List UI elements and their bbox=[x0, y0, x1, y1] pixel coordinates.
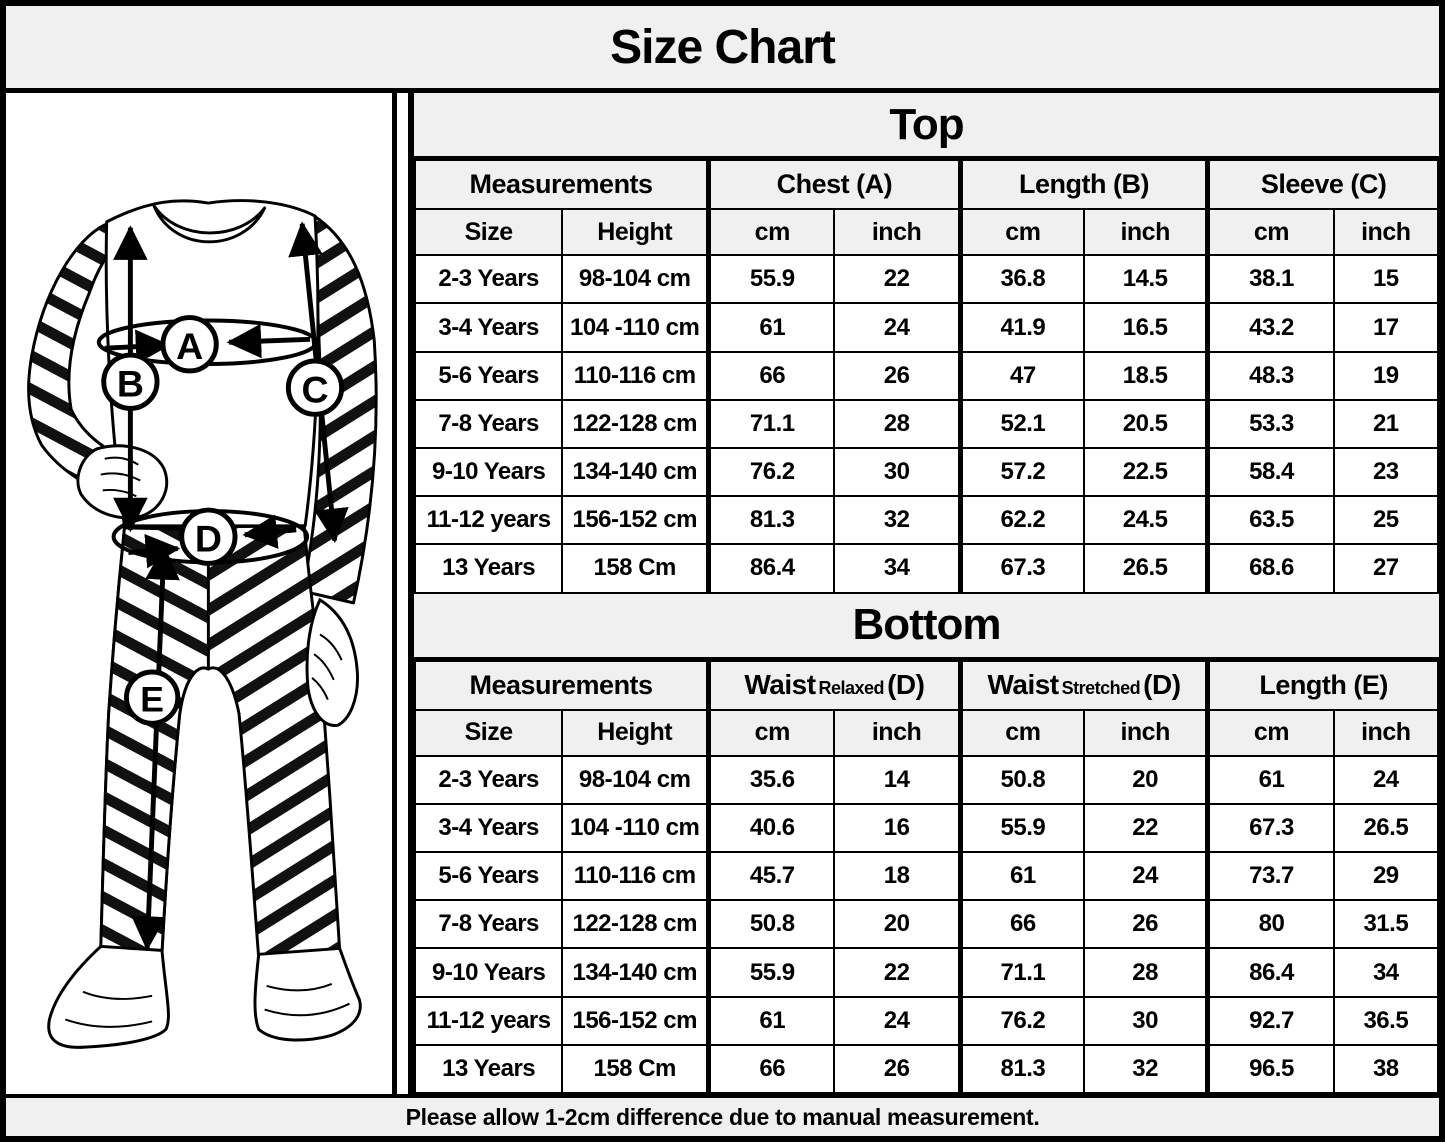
measurement-value-cell: 67.3 bbox=[1208, 804, 1334, 852]
measurement-value-cell: 24 bbox=[834, 997, 960, 1045]
column-header: cm bbox=[1208, 209, 1334, 255]
measurement-value-cell: 28 bbox=[1084, 948, 1208, 996]
size-cell: 2-3 Years bbox=[415, 255, 562, 303]
height-cell: 104 -110 cm bbox=[562, 303, 708, 351]
top-size-section bbox=[414, 93, 1439, 594]
column-header: inch bbox=[1334, 710, 1438, 756]
column-header-row bbox=[415, 209, 1438, 255]
group-header-part: Relaxed bbox=[818, 678, 885, 699]
pajama-figure-illustration bbox=[6, 93, 392, 1094]
size-cell: 7-8 Years bbox=[415, 400, 562, 448]
measurement-value-cell: 20.5 bbox=[1084, 400, 1208, 448]
group-header-part: (D) bbox=[887, 669, 925, 701]
measurement-value-cell: 67.3 bbox=[960, 544, 1084, 592]
measurement-value-cell: 52.1 bbox=[960, 400, 1084, 448]
measurement-value-cell: 92.7 bbox=[1208, 997, 1334, 1045]
measurement-value-cell: 18.5 bbox=[1084, 352, 1208, 400]
size-cell: 2-3 Years bbox=[415, 756, 562, 804]
measurement-value-cell: 71.1 bbox=[709, 400, 835, 448]
size-cell: 13 Years bbox=[415, 1045, 562, 1093]
measurement-value-cell: 36.8 bbox=[960, 255, 1084, 303]
size-cell: 5-6 Years bbox=[415, 352, 562, 400]
measurement-value-cell: 16.5 bbox=[1084, 303, 1208, 351]
measurement-value-cell: 96.5 bbox=[1208, 1045, 1334, 1093]
table-row bbox=[415, 900, 1438, 948]
measurement-value-cell: 66 bbox=[709, 352, 835, 400]
measurement-value-cell: 28 bbox=[834, 400, 960, 448]
point-badge-e bbox=[126, 672, 177, 723]
group-header-part: Stretched bbox=[1061, 678, 1141, 699]
point-label-c: C bbox=[301, 368, 329, 411]
point-badge-c bbox=[288, 361, 341, 414]
measurement-value-cell: 38.1 bbox=[1208, 255, 1334, 303]
measurement-value-cell: 25 bbox=[1334, 496, 1438, 544]
right-foot bbox=[255, 948, 360, 1040]
measurement-value-cell: 68.6 bbox=[1208, 544, 1334, 592]
column-group-header: Length (B) bbox=[960, 160, 1208, 209]
height-cell: 122-128 cm bbox=[562, 400, 708, 448]
measurement-value-cell: 31.5 bbox=[1334, 900, 1438, 948]
measurement-value-cell: 24.5 bbox=[1084, 496, 1208, 544]
measurement-value-cell: 21 bbox=[1334, 400, 1438, 448]
group-header-part: (D) bbox=[1143, 669, 1181, 701]
point-badge-a bbox=[163, 318, 216, 371]
point-badge-d bbox=[182, 510, 235, 563]
panel-divider bbox=[397, 93, 408, 1094]
tables-panel bbox=[408, 93, 1439, 1094]
bottom-size-section bbox=[414, 594, 1439, 1095]
page-title: Size Chart bbox=[6, 6, 1439, 93]
column-header: cm bbox=[960, 710, 1084, 756]
measurement-value-cell: 76.2 bbox=[709, 448, 835, 496]
measurement-value-cell: 27 bbox=[1334, 544, 1438, 592]
measurement-value-cell: 48.3 bbox=[1208, 352, 1334, 400]
section-title-top: Top bbox=[414, 93, 1439, 159]
column-group-header bbox=[709, 661, 961, 710]
measurement-value-cell: 80 bbox=[1208, 900, 1334, 948]
measurement-value-cell: 73.7 bbox=[1208, 852, 1334, 900]
measurement-value-cell: 32 bbox=[834, 496, 960, 544]
height-cell: 156-152 cm bbox=[562, 997, 708, 1045]
column-header: Size bbox=[415, 710, 562, 756]
measurement-value-cell: 22 bbox=[834, 255, 960, 303]
point-label-e: E bbox=[140, 679, 164, 720]
group-header-part: Waist bbox=[744, 669, 816, 701]
height-cell: 134-140 cm bbox=[562, 448, 708, 496]
size-cell: 5-6 Years bbox=[415, 852, 562, 900]
column-header: inch bbox=[1084, 209, 1208, 255]
measurement-value-cell: 62.2 bbox=[960, 496, 1084, 544]
measurement-value-cell: 81.3 bbox=[709, 496, 835, 544]
measurement-value-cell: 47 bbox=[960, 352, 1084, 400]
size-cell: 3-4 Years bbox=[415, 804, 562, 852]
size-cell: 9-10 Years bbox=[415, 448, 562, 496]
measurement-value-cell: 55.9 bbox=[960, 804, 1084, 852]
measurement-value-cell: 32 bbox=[1084, 1045, 1208, 1093]
size-cell: 3-4 Years bbox=[415, 303, 562, 351]
size-cell: 7-8 Years bbox=[415, 900, 562, 948]
measurement-value-cell: 36.5 bbox=[1334, 997, 1438, 1045]
table-row bbox=[415, 852, 1438, 900]
measurement-value-cell: 15 bbox=[1334, 255, 1438, 303]
measurement-value-cell: 26 bbox=[834, 1045, 960, 1093]
measurement-value-cell: 18 bbox=[834, 852, 960, 900]
measurement-value-cell: 58.4 bbox=[1208, 448, 1334, 496]
height-cell: 158 Cm bbox=[562, 544, 708, 592]
measurement-value-cell: 76.2 bbox=[960, 997, 1084, 1045]
measurement-value-cell: 22.5 bbox=[1084, 448, 1208, 496]
measurement-value-cell: 24 bbox=[1334, 756, 1438, 804]
column-group-header: Chest (A) bbox=[709, 160, 961, 209]
chest-arrow-right bbox=[229, 339, 310, 342]
size-cell: 13 Years bbox=[415, 544, 562, 592]
column-group-header: Measurements bbox=[415, 160, 709, 209]
left-hand bbox=[78, 446, 167, 518]
top-size-table bbox=[414, 159, 1439, 594]
measurement-value-cell: 34 bbox=[1334, 948, 1438, 996]
measurement-value-cell: 38 bbox=[1334, 1045, 1438, 1093]
measurement-value-cell: 61 bbox=[709, 997, 835, 1045]
column-header: inch bbox=[1334, 209, 1438, 255]
measurement-value-cell: 26 bbox=[1084, 900, 1208, 948]
section-title-bottom: Bottom bbox=[414, 594, 1439, 660]
measurement-value-cell: 20 bbox=[1084, 756, 1208, 804]
group-header-part: Waist bbox=[987, 669, 1059, 701]
measurement-value-cell: 26.5 bbox=[1084, 544, 1208, 592]
table-row bbox=[415, 400, 1438, 448]
measurement-value-cell: 20 bbox=[834, 900, 960, 948]
measurement-value-cell: 66 bbox=[960, 900, 1084, 948]
measurement-value-cell: 30 bbox=[1084, 997, 1208, 1045]
measurement-value-cell: 26 bbox=[834, 352, 960, 400]
measurement-value-cell: 66 bbox=[709, 1045, 835, 1093]
measurement-value-cell: 81.3 bbox=[960, 1045, 1084, 1093]
measurement-value-cell: 22 bbox=[1084, 804, 1208, 852]
measurement-value-cell: 45.7 bbox=[709, 852, 835, 900]
height-cell: 158 Cm bbox=[562, 1045, 708, 1093]
table-row bbox=[415, 804, 1438, 852]
measurement-value-cell: 14 bbox=[834, 756, 960, 804]
size-cell: 9-10 Years bbox=[415, 948, 562, 996]
measurement-value-cell: 17 bbox=[1334, 303, 1438, 351]
bottom-size-table bbox=[414, 660, 1439, 1095]
measurement-value-cell: 61 bbox=[709, 303, 835, 351]
measurement-value-cell: 55.9 bbox=[709, 255, 835, 303]
group-header-row bbox=[415, 160, 1438, 209]
measurement-value-cell: 22 bbox=[834, 948, 960, 996]
measurement-diagram-panel bbox=[6, 93, 397, 1094]
measurement-value-cell: 26.5 bbox=[1334, 804, 1438, 852]
point-label-a: A bbox=[176, 325, 204, 368]
column-group-header: Sleeve (C) bbox=[1208, 160, 1438, 209]
column-group-header bbox=[960, 661, 1208, 710]
table-row bbox=[415, 756, 1438, 804]
column-header: Height bbox=[562, 710, 708, 756]
column-header: cm bbox=[1208, 710, 1334, 756]
measurement-value-cell: 86.4 bbox=[709, 544, 835, 592]
column-header: inch bbox=[1084, 710, 1208, 756]
measurement-value-cell: 24 bbox=[1084, 852, 1208, 900]
table-row bbox=[415, 303, 1438, 351]
height-cell: 98-104 cm bbox=[562, 255, 708, 303]
point-label-d: D bbox=[194, 517, 222, 560]
measurement-value-cell: 24 bbox=[834, 303, 960, 351]
size-cell: 11-12 years bbox=[415, 997, 562, 1045]
footer-note: Please allow 1-2cm difference due to manual measurement. bbox=[6, 1094, 1439, 1136]
measurement-value-cell: 50.8 bbox=[960, 756, 1084, 804]
measurement-value-cell: 61 bbox=[1208, 756, 1334, 804]
measurement-value-cell: 14.5 bbox=[1084, 255, 1208, 303]
measurement-value-cell: 40.6 bbox=[709, 804, 835, 852]
measurement-value-cell: 50.8 bbox=[709, 900, 835, 948]
measurement-value-cell: 35.6 bbox=[709, 756, 835, 804]
content-area bbox=[6, 93, 1439, 1094]
height-cell: 122-128 cm bbox=[562, 900, 708, 948]
measurement-value-cell: 71.1 bbox=[960, 948, 1084, 996]
measurement-value-cell: 61 bbox=[960, 852, 1084, 900]
height-cell: 134-140 cm bbox=[562, 948, 708, 996]
measurement-value-cell: 19 bbox=[1334, 352, 1438, 400]
column-group-header: Length (E) bbox=[1208, 661, 1438, 710]
table-row bbox=[415, 255, 1438, 303]
chest-arrow-left bbox=[105, 345, 168, 348]
column-header-row bbox=[415, 710, 1438, 756]
measurement-value-cell: 30 bbox=[834, 448, 960, 496]
table-row bbox=[415, 997, 1438, 1045]
table-row bbox=[415, 948, 1438, 996]
height-cell: 104 -110 cm bbox=[562, 804, 708, 852]
column-header: cm bbox=[709, 710, 835, 756]
column-group-header: Measurements bbox=[415, 661, 709, 710]
group-header-row bbox=[415, 661, 1438, 710]
table-row bbox=[415, 1045, 1438, 1093]
height-cell: 110-116 cm bbox=[562, 352, 708, 400]
column-header: Height bbox=[562, 209, 708, 255]
measurement-value-cell: 43.2 bbox=[1208, 303, 1334, 351]
table-row bbox=[415, 496, 1438, 544]
column-header: Size bbox=[415, 209, 562, 255]
column-header: inch bbox=[834, 710, 960, 756]
measurement-value-cell: 57.2 bbox=[960, 448, 1084, 496]
table-row bbox=[415, 352, 1438, 400]
measurement-value-cell: 63.5 bbox=[1208, 496, 1334, 544]
height-cell: 110-116 cm bbox=[562, 852, 708, 900]
measurement-value-cell: 41.9 bbox=[960, 303, 1084, 351]
table-row bbox=[415, 544, 1438, 592]
measurement-value-cell: 29 bbox=[1334, 852, 1438, 900]
right-hand bbox=[307, 600, 358, 726]
point-label-b: B bbox=[116, 362, 144, 405]
point-badge-b bbox=[104, 355, 157, 408]
measurement-value-cell: 23 bbox=[1334, 448, 1438, 496]
column-header: cm bbox=[960, 209, 1084, 255]
column-header: inch bbox=[834, 209, 960, 255]
measurement-value-cell: 86.4 bbox=[1208, 948, 1334, 996]
measurement-value-cell: 34 bbox=[834, 544, 960, 592]
column-header: cm bbox=[709, 209, 835, 255]
measurement-value-cell: 53.3 bbox=[1208, 400, 1334, 448]
height-cell: 156-152 cm bbox=[562, 496, 708, 544]
size-cell: 11-12 years bbox=[415, 496, 562, 544]
measurement-value-cell: 55.9 bbox=[709, 948, 835, 996]
table-row bbox=[415, 448, 1438, 496]
height-cell: 98-104 cm bbox=[562, 756, 708, 804]
measurement-value-cell: 16 bbox=[834, 804, 960, 852]
